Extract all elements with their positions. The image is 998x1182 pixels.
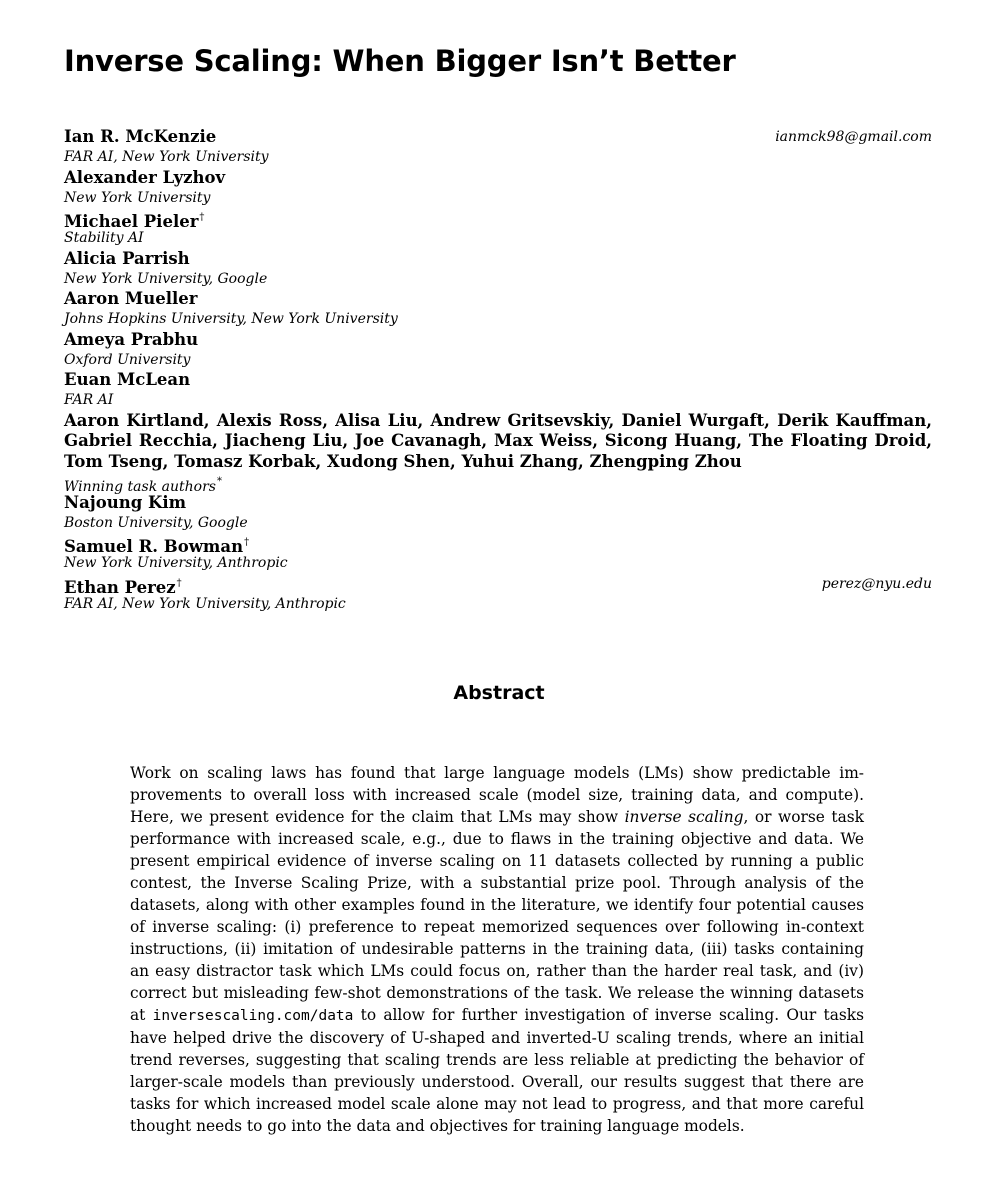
author-name: Ethan Perez† perez@nyu.edu bbox=[64, 575, 932, 597]
author-block bbox=[64, 574, 932, 615]
footnote-mark: † bbox=[176, 577, 182, 589]
paper-title: Inverse Scaling: When Bigger Isn’t Better bbox=[64, 44, 736, 78]
author-email[interactable]: perez@nyu.edu bbox=[821, 575, 932, 592]
author-affiliation: New York University, Google bbox=[64, 270, 268, 287]
author-affiliation: Oxford University bbox=[64, 351, 191, 368]
author-name: Euan McLean bbox=[64, 370, 191, 389]
footnote-mark: * bbox=[216, 476, 222, 487]
author-block bbox=[64, 289, 932, 330]
author-affiliation: Boston University, Google bbox=[64, 514, 248, 531]
author-block bbox=[64, 208, 932, 249]
author-name: Ameya Prabhu bbox=[64, 329, 199, 349]
author-name: Najoung Kim bbox=[64, 492, 187, 512]
author-affiliation: FAR AI bbox=[64, 392, 114, 408]
author-name: Samuel R. Bowman† bbox=[64, 537, 250, 556]
author-name: Alexander Lyzhov bbox=[64, 167, 226, 187]
author-affiliation: Johns Hopkins University, New York University bbox=[64, 311, 398, 327]
task-authors-block bbox=[64, 411, 932, 493]
author-affiliation: Stability AI bbox=[64, 230, 144, 246]
task-author-names: Aaron Kirtland, Alexis Ross, Alisa Liu, Andrew Gritsevskiy, Daniel Wurgaft, Derik Kauffman, Gabriel Recchia, Jiacheng Liu, Joe Cavanagh, Max Weiss, Sicong Huang, The Floating Droid, Tom Tseng, Tomasz Korbak, Xudong Shen, Yuhui Zhang, Zhengping Zhou bbox=[64, 410, 932, 471]
author-block bbox=[64, 370, 932, 411]
author-block bbox=[64, 168, 932, 209]
author-affiliation: FAR AI, New York University bbox=[64, 149, 269, 165]
author-affiliation: Winning task authors* bbox=[64, 476, 222, 495]
footnote-mark: † bbox=[244, 537, 250, 548]
author-email[interactable]: ianmck98@gmail.com bbox=[775, 129, 932, 145]
footnote-mark: † bbox=[199, 212, 205, 223]
author-affiliation: New York University, Anthropic bbox=[64, 555, 288, 571]
author-affiliation: New York University bbox=[64, 189, 211, 206]
dataset-url[interactable]: inversescaling.com/data bbox=[152, 1008, 354, 1024]
abstract-text: Work on scaling laws has found that large language models (LMs) show predictable improvements to overall loss with increased scale (model size, training data, and compute). Here, we present evidence for the claim that LMs may show inverse scaling, or worse task performance with increased scale, e.g., due to flaws in the training objective and data. We present empirical evidence of inverse scaling on 11 datasets collected by running a public contest, the Inverse Scaling Prize, with a substantial prize pool. Through analysis of the datasets, along with other examples found in the literature, we identify four potential causes of inverse scaling: (i) preference to repeat memorized sequences over following in-context instructions, (ii) imitation of undesirable patterns in the training data, (iii) tasks containing an easy distractor task which LMs could focus on, rather than the harder real task, and (iv) correct but misleading few-shot demonstrations of the task. We release the winning datasets at inversescaling.com/data to allow for further investigation of inverse scaling. Our tasks have helped drive the discovery of U-shaped and inverted-U scaling trends, where an initial trend reverses, suggesting that scaling trends are less reliable at predicting the behavior of larger-scale models than previously understood. Overall, our results suggest that there are tasks for which increased model scale alone may not lead to progress, and that more careful thought needs to go into the data and objectives for training language models. bbox=[130, 764, 864, 1135]
author-block bbox=[64, 533, 932, 574]
author-affiliation: FAR AI, New York University, Anthropic bbox=[64, 595, 346, 612]
author-list bbox=[64, 127, 932, 614]
author-block bbox=[64, 493, 932, 534]
author-block bbox=[64, 127, 932, 168]
author-name: Michael Pieler† bbox=[64, 212, 205, 231]
author-block bbox=[64, 249, 932, 290]
author-name: Ian R. McKenzie ianmck98@gmail.com bbox=[64, 127, 932, 146]
author-name: Aaron Mueller bbox=[64, 289, 198, 308]
abstract-heading: Abstract bbox=[453, 682, 545, 704]
author-block bbox=[64, 330, 932, 371]
author-name: Alicia Parrish bbox=[64, 248, 190, 268]
abstract-emphasis: inverse scaling bbox=[624, 808, 744, 826]
